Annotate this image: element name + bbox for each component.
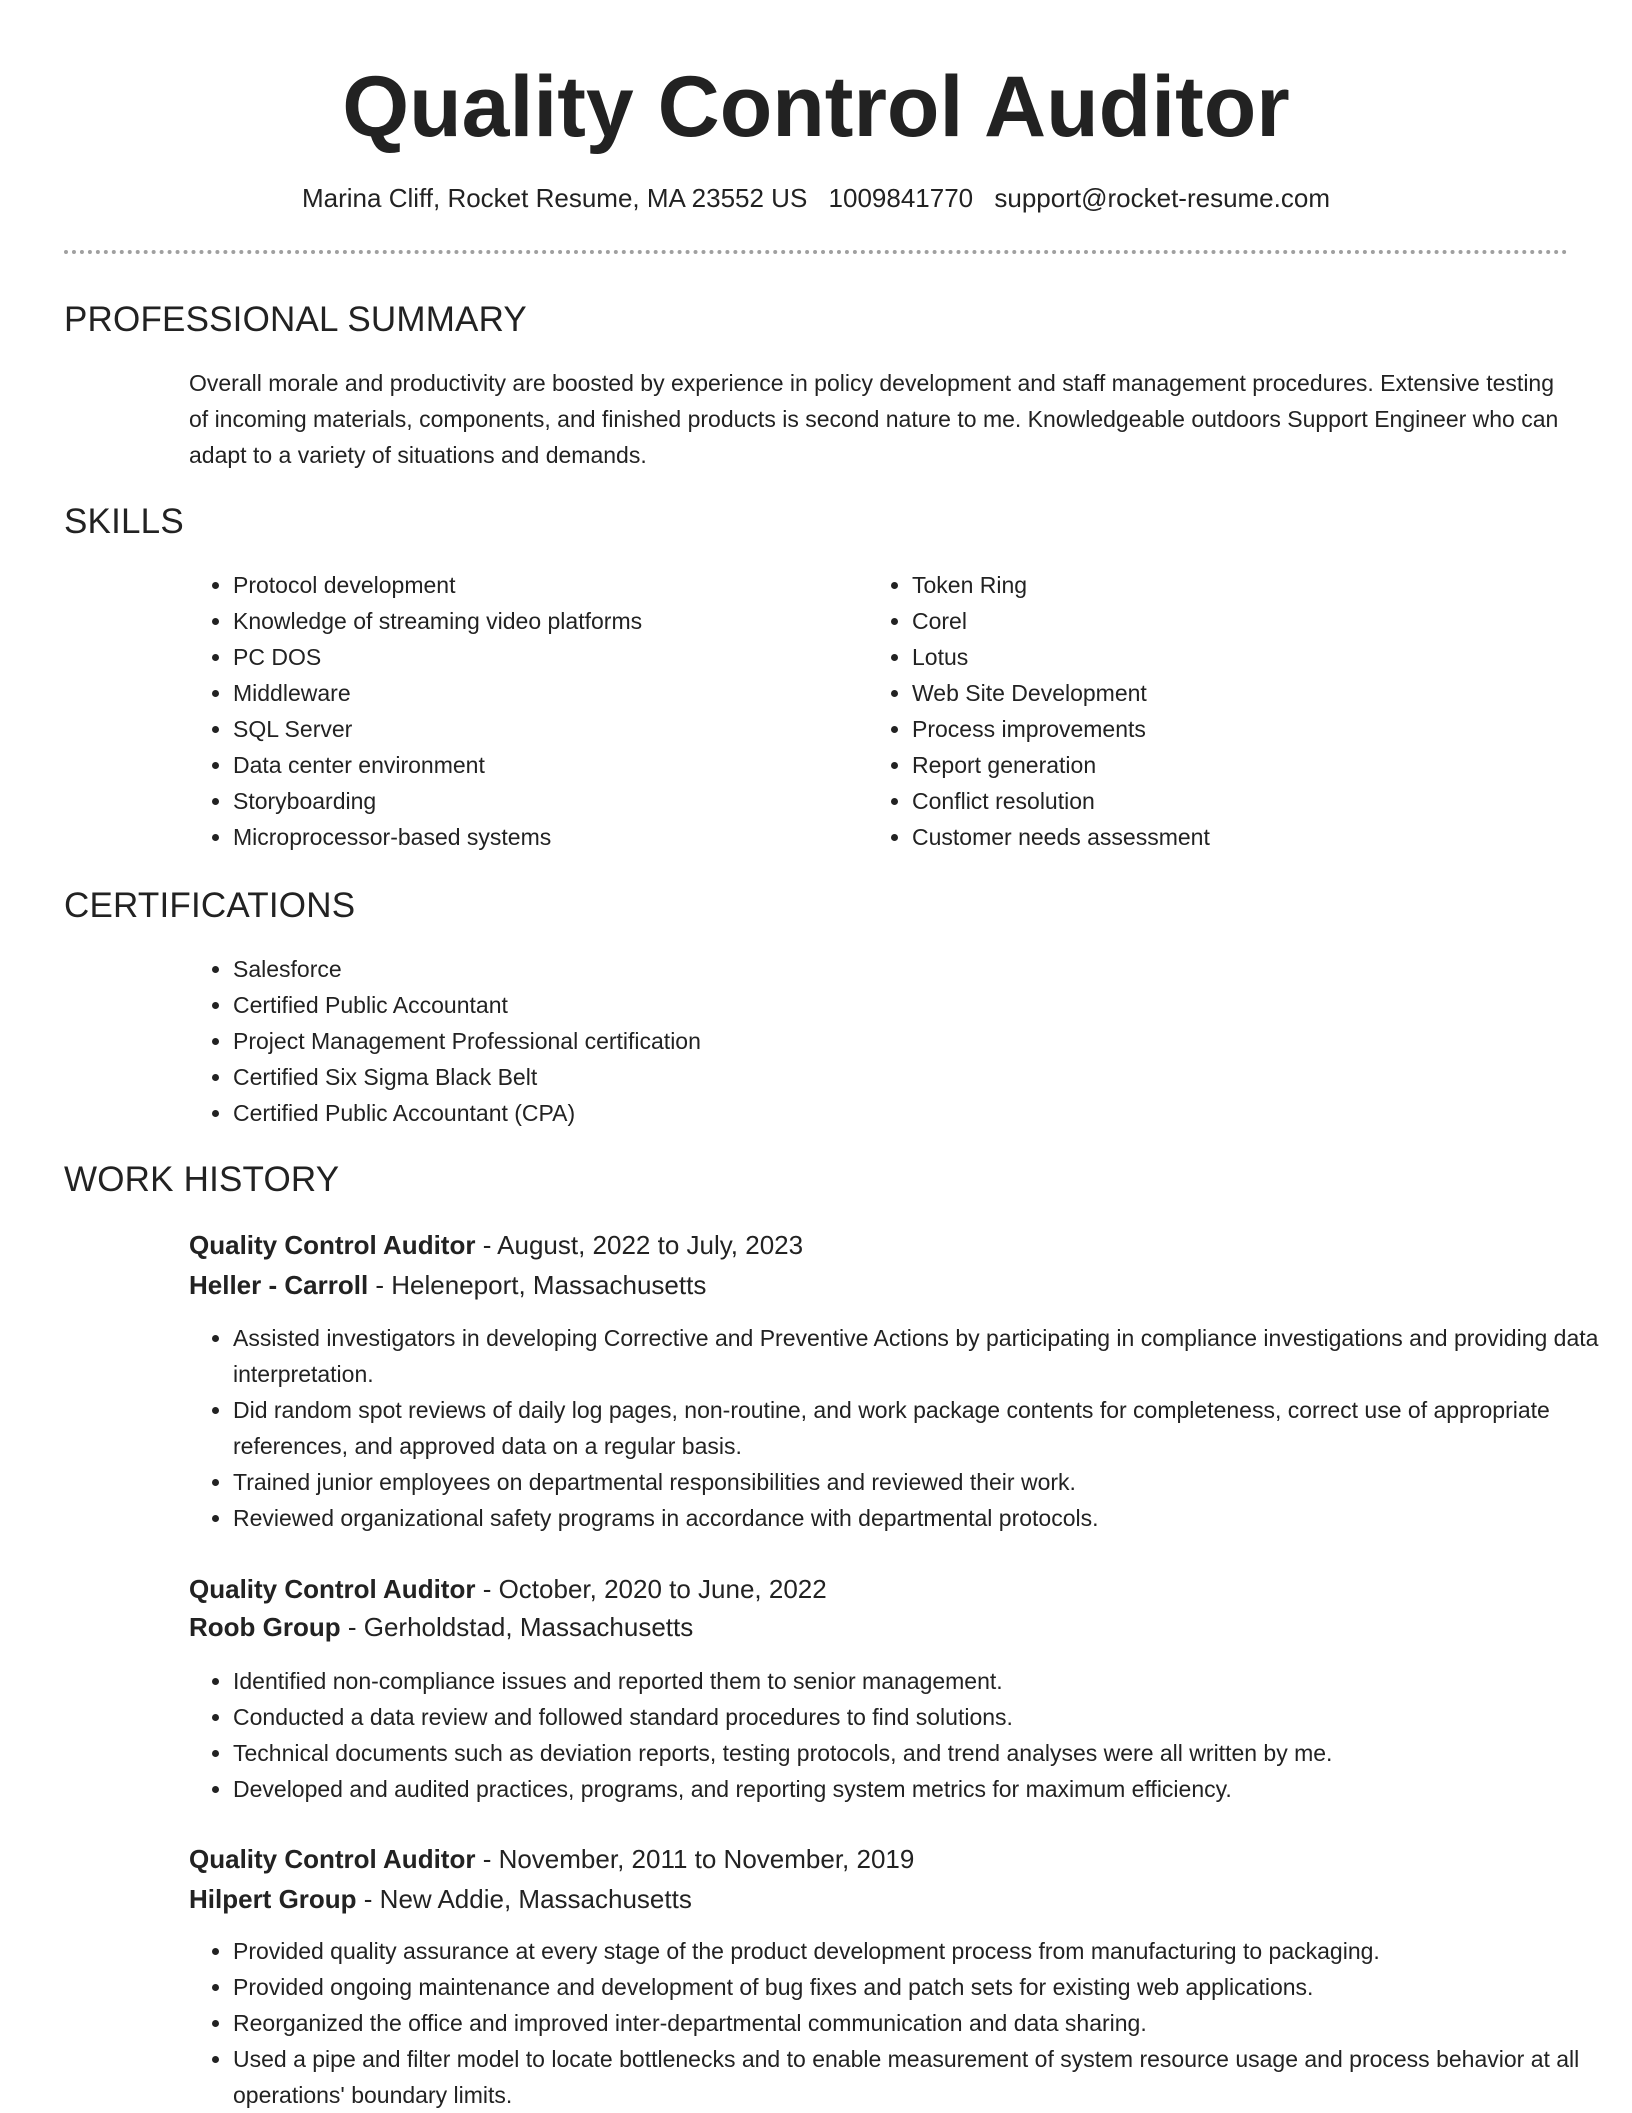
contact-address: Marina Cliff, Rocket Resume, MA 23552 US xyxy=(302,183,808,213)
certification-item: • Certified Public Accountant (CPA) xyxy=(233,1095,1533,1131)
job-role: Quality Control Auditor xyxy=(189,1844,476,1874)
contact-phone[interactable]: 1009841770 xyxy=(828,183,974,213)
duty-item: • Trained junior employees on departmental responsibilities and reviewed their work. xyxy=(233,1464,1613,1500)
job-company-line xyxy=(189,1267,706,1303)
skill-item: • Protocol development xyxy=(233,567,873,603)
certifications-list xyxy=(189,951,1533,1131)
job-company-line xyxy=(189,1609,693,1645)
skill-item: • Microprocessor-based systems xyxy=(233,819,873,855)
duty-item: • Conducted a data review and followed standard procedures to find solutions. xyxy=(233,1699,1613,1735)
skill-item: • Lotus xyxy=(912,639,1552,675)
job-dates: - November, 2011 to November, 2019 xyxy=(475,1844,915,1874)
contact-email[interactable]: support@rocket-resume.com xyxy=(994,183,1330,213)
job-duties-list xyxy=(189,1933,1613,2113)
job-company: Heller - Carroll xyxy=(189,1270,369,1300)
skill-item: • Token Ring xyxy=(912,567,1552,603)
duty-item: • Reorganized the office and improved inter-departmental communication and data sharing. xyxy=(233,2005,1613,2041)
skill-item: • SQL Server xyxy=(233,711,873,747)
certification-item: • Certified Public Accountant xyxy=(233,987,1533,1023)
section-title-certifications: CERTIFICATIONS xyxy=(64,886,356,925)
job-location: - New Addie, Massachusetts xyxy=(356,1884,692,1914)
duty-item: • Assisted investigators in developing Corrective and Preventive Actions by participating in compliance investigations and providing data interpretation. xyxy=(233,1320,1613,1392)
skill-item: • Process improvements xyxy=(912,711,1552,747)
resume-name: Quality Control Auditor xyxy=(342,59,1290,155)
skills-list-right xyxy=(868,567,1552,855)
job-company-line xyxy=(189,1881,692,1917)
job-company: Roob Group xyxy=(189,1612,341,1642)
duty-item: • Did random spot reviews of daily log pages, non-routine, and work package contents for completeness, correct use of appropriate references, and approved data on a regular basis. xyxy=(233,1392,1613,1464)
skill-item: • Conflict resolution xyxy=(912,783,1552,819)
duty-item: • Provided quality assurance at every stage of the product development process from manufacturing to packaging. xyxy=(233,1933,1613,1969)
skill-item: • Report generation xyxy=(912,747,1552,783)
skill-item: • Data center environment xyxy=(233,747,873,783)
job-location: - Gerholdstad, Massachusetts xyxy=(340,1612,694,1642)
skill-item: • Customer needs assessment xyxy=(912,819,1552,855)
skill-item: • PC DOS xyxy=(233,639,873,675)
job-title-line xyxy=(189,1227,803,1263)
job-duties-list xyxy=(189,1663,1613,1807)
job-company: Hilpert Group xyxy=(189,1884,357,1914)
section-title-work-history: WORK HISTORY xyxy=(64,1160,340,1199)
skill-item: • Corel xyxy=(912,603,1552,639)
certification-item: • Project Management Professional certification xyxy=(233,1023,1533,1059)
duty-item: • Provided ongoing maintenance and development of bug fixes and patch sets for existing web applications. xyxy=(233,1969,1613,2005)
skill-item: • Knowledge of streaming video platforms xyxy=(233,603,873,639)
job-dates: - August, 2022 to July, 2023 xyxy=(475,1230,804,1260)
skills-list-left xyxy=(189,567,873,855)
job-title-line xyxy=(189,1841,914,1877)
job-duties-list xyxy=(189,1320,1613,1536)
job-role: Quality Control Auditor xyxy=(189,1574,476,1604)
contact-line xyxy=(0,180,1632,216)
skill-item: • Storyboarding xyxy=(233,783,873,819)
skill-item: • Middleware xyxy=(233,675,873,711)
job-title-line xyxy=(189,1571,827,1607)
certification-item: • Certified Six Sigma Black Belt xyxy=(233,1059,1533,1095)
job-role: Quality Control Auditor xyxy=(189,1230,476,1260)
duty-item: • Used a pipe and filter model to locate bottlenecks and to enable measurement of system resource usage and process behavior at all operations' boundary limits. xyxy=(233,2041,1613,2113)
duty-item: • Reviewed organizational safety programs in accordance with departmental protocols. xyxy=(233,1500,1613,1536)
section-title-summary: PROFESSIONAL SUMMARY xyxy=(64,300,527,339)
section-title-skills: SKILLS xyxy=(64,502,184,541)
skill-item: • Web Site Development xyxy=(912,675,1552,711)
duty-item: • Identified non-compliance issues and reported them to senior management. xyxy=(233,1663,1613,1699)
summary-text: Overall morale and productivity are boosted by experience in policy development and staff management procedures. Extensive testing of incoming materials, components, and finished products is second nature to me. Knowledgeable outdoors Support Engineer who can adapt to a variety of situations and demands. xyxy=(189,370,1559,468)
job-dates: - October, 2020 to June, 2022 xyxy=(475,1574,827,1604)
duty-item: • Technical documents such as deviation reports, testing protocols, and trend analyses were all written by me. xyxy=(233,1735,1613,1771)
certification-item: • Salesforce xyxy=(233,951,1533,987)
job-location: - Heleneport, Massachusetts xyxy=(368,1270,707,1300)
header-divider xyxy=(64,250,1568,254)
duty-item: • Developed and audited practices, programs, and reporting system metrics for maximum efficiency. xyxy=(233,1771,1613,1807)
